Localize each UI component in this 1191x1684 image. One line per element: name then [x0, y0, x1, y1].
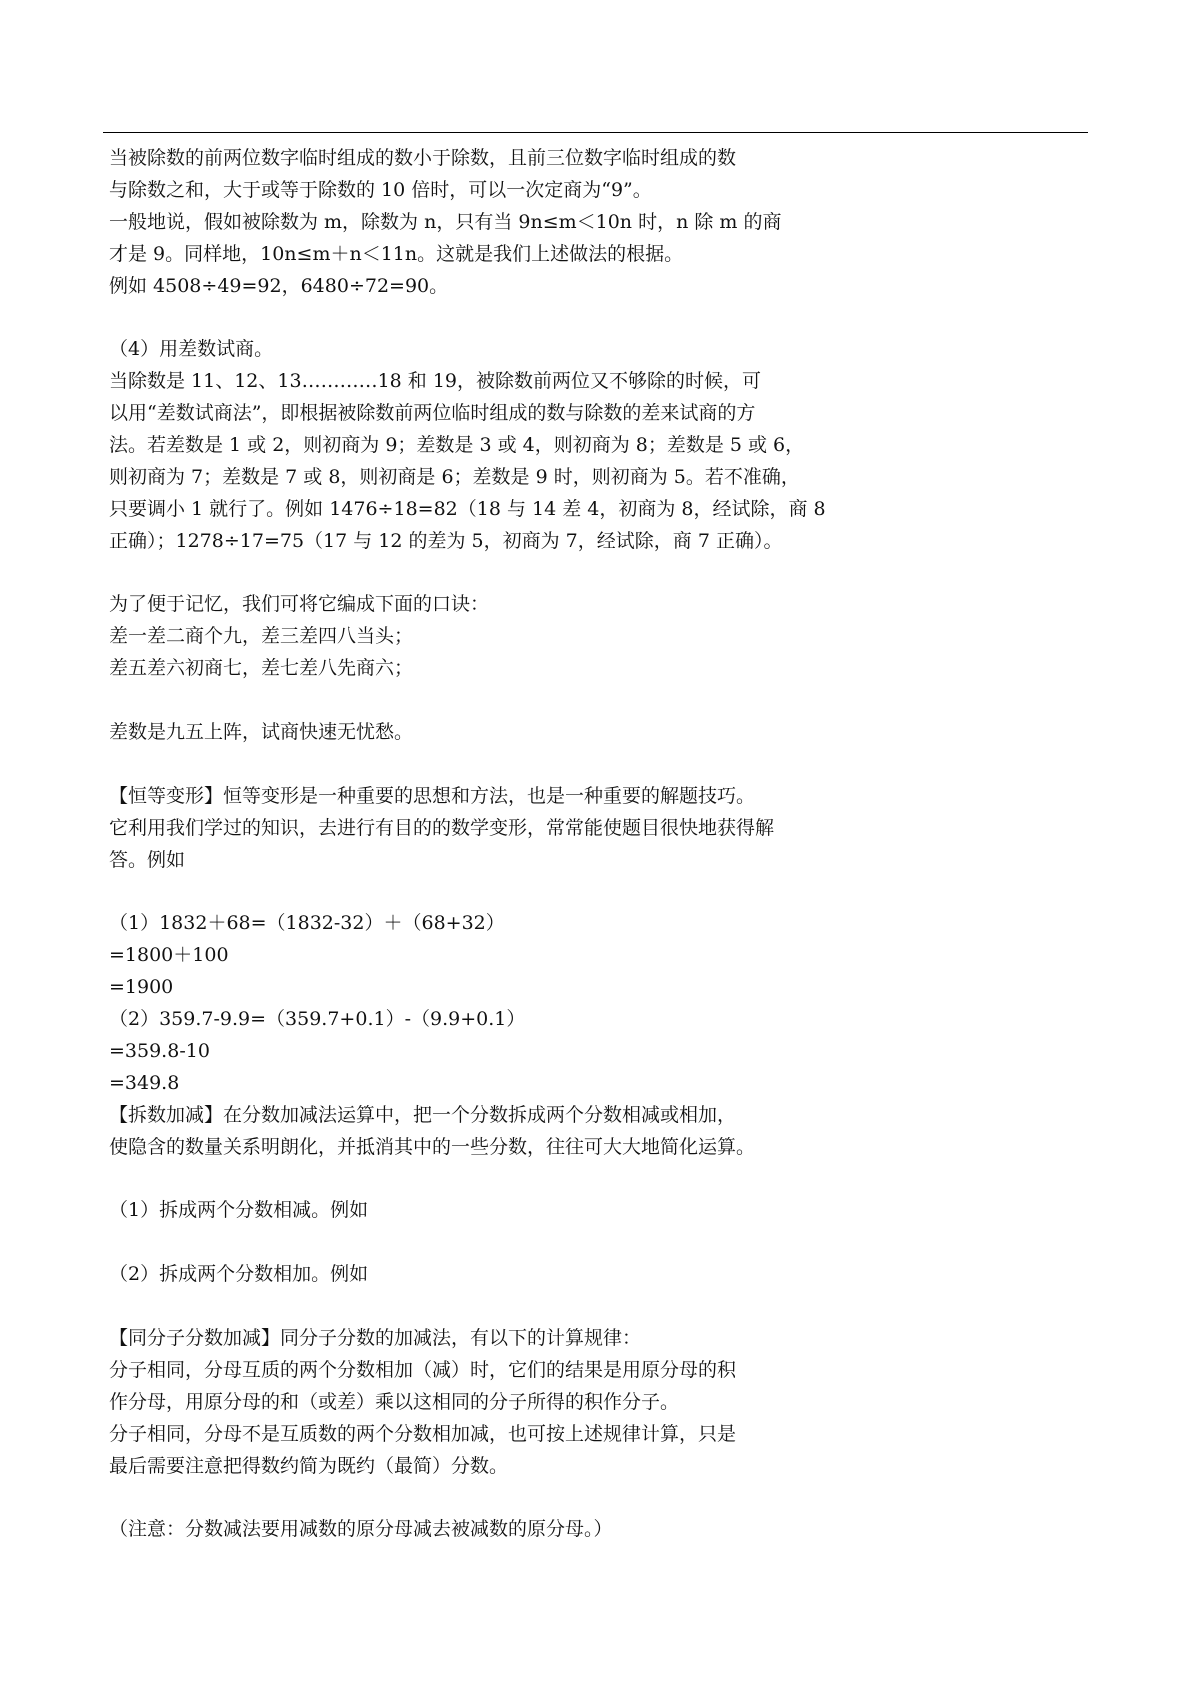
- text-line: 只要调小 1 就行了。例如 1476÷18=82（18 与 14 差 4，初商为 8，经试除，商 8: [109, 497, 826, 520]
- blank-line: [109, 876, 869, 908]
- text-line: 法。若差数是 1 或 2，则初商为 9；差数是 3 或 4，则初商为 8；差数是 5 或 6，: [109, 434, 805, 457]
- text-line: 它利用我们学过的知识，去进行有目的的数学变形，常常能使题目很快地获得解: [109, 816, 775, 839]
- text-line: 最后需要注意把得数约简为既约（最简）分数。: [109, 1454, 509, 1477]
- text-line: 分子相同，分母互质的两个分数相加（减）时，它们的结果是用原分母的积: [109, 1358, 737, 1381]
- text-line: 正确）；1278÷17=75（17 与 12 的差为 5，初商为 7，经试除，商 7 正确）。: [109, 529, 783, 552]
- text-line: （2）359.7-9.9=（359.7+0.1）-（9.9+0.1）: [109, 1008, 526, 1031]
- text-line: （1）1832＋68=（1832-32）＋（68+32）: [109, 912, 505, 935]
- text-line: 作分母，用原分母的和（或差）乘以这相同的分子所得的积作分子。: [109, 1390, 680, 1413]
- text-line: （2）拆成两个分数相加。例如: [109, 1263, 369, 1286]
- text-line: （1）拆成两个分数相减。例如: [109, 1199, 369, 1222]
- document-body: [109, 143, 869, 1546]
- blank-line: [109, 558, 869, 590]
- text-line: 则初商为 7；差数是 7 或 8，则初商是 6；差数是 9 时，则初商为 5。若不准确，: [109, 465, 800, 488]
- text-line: 分子相同，分母不是互质数的两个分数相加减，也可按上述规律计算，只是: [109, 1422, 737, 1445]
- text-line: 当被除数的前两位数字临时组成的数小于除数，且前三位数字临时组成的数: [109, 147, 737, 169]
- blank-line: [109, 1227, 869, 1259]
- blank-line: [109, 302, 869, 334]
- text-line: =359.8-10: [109, 1039, 210, 1062]
- text-line: =1800＋100: [109, 944, 229, 967]
- text-line: 差一差二商个九，差三差四八当头；: [109, 625, 414, 648]
- blank-line: [109, 1482, 869, 1514]
- text-line: 使隐含的数量关系明朗化，并抵消其中的一些分数，往往可大大地简化运算。: [109, 1135, 756, 1158]
- text-line: 差数是九五上阵，试商快速无忧愁。: [109, 721, 414, 744]
- text-line: 【同分子分数加减】同分子分数的加减法，有以下的计算规律：: [109, 1326, 642, 1349]
- text-line: 以用“差数试商法”，即根据被除数前两位临时组成的数与除数的差来试商的方: [109, 402, 756, 425]
- text-line: =349.8: [109, 1071, 180, 1094]
- text-line: 【恒等变形】恒等变形是一种重要的思想和方法，也是一种重要的解题技巧。: [109, 784, 756, 807]
- text-line: （4）用差数试商。: [109, 338, 274, 361]
- text-line: =1900: [109, 976, 174, 999]
- text-line: 例如 4508÷49=92，6480÷72=90。: [109, 274, 449, 297]
- text-line: 才是 9。同样地，10n≤m＋n＜11n。这就是我们上述做法的根据。: [109, 242, 684, 265]
- header-rule: [103, 132, 1088, 133]
- text-line: 答。例如: [109, 848, 186, 871]
- text-line: 与除数之和，大于或等于除数的 10 倍时，可以一次定商为“9”。: [109, 178, 652, 201]
- text-line: 差五差六初商七，差七差八先商六；: [109, 657, 414, 680]
- text-line: 一般地说，假如被除数为 m，除数为 n，只有当 9n≤m＜10n 时，n 除 m 的商: [109, 210, 782, 233]
- blank-line: [109, 749, 869, 781]
- blank-line: [109, 1164, 869, 1196]
- text-line: 【拆数加减】在分数加减法运算中，把一个分数拆成两个分数相减或相加，: [109, 1103, 737, 1126]
- blank-line: [109, 685, 869, 717]
- text-line: 当除数是 11、12、13…………18 和 19，被除数前两位又不够除的时候，可: [109, 370, 762, 393]
- text-line: （注意：分数减法要用减数的原分母减去被减数的原分母。）: [109, 1518, 613, 1541]
- text-line: 为了便于记忆，我们可将它编成下面的口诀：: [109, 593, 490, 616]
- blank-line: [109, 1291, 869, 1323]
